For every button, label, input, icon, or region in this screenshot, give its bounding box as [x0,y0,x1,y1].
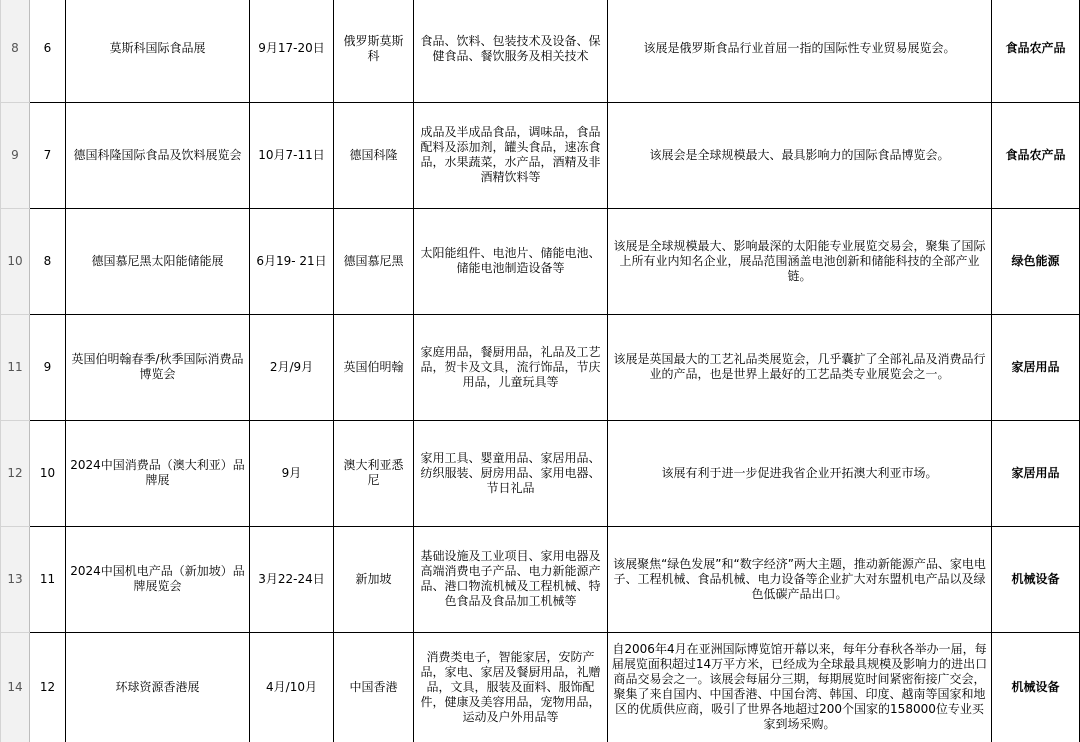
row-header[interactable]: 9 [1,102,30,208]
cell-exhibition-name[interactable]: 环球资源香港展 [66,632,250,742]
cell-location[interactable]: 俄罗斯莫斯科 [334,0,414,102]
table-row[interactable] [1,632,1080,742]
row-header[interactable]: 14 [1,632,30,742]
cell-scope[interactable]: 太阳能组件、电池片、储能电池、储能电池制造设备等 [414,208,608,314]
cell-scope[interactable]: 成品及半成品食品，调味品，食品配料及添加剂，罐头食品，速冻食品，水果蔬菜，水产品，酒精及非酒精饮料等 [414,102,608,208]
cell-date[interactable]: 3月22-24日 [250,526,334,632]
cell-scope[interactable]: 家庭用品，餐厨用品，礼品及工艺品，贺卡及文具，流行饰品，节庆用品，儿童玩具等 [414,314,608,420]
cell-no[interactable]: 7 [30,102,66,208]
table-row[interactable] [1,0,1080,102]
cell-description[interactable]: 该展是英国最大的工艺礼品类展览会，几乎囊扩了全部礼品及消费品行业的产品，也是世界上最好的工艺品类专业展览会之一。 [608,314,992,420]
cell-description[interactable]: 该展是俄罗斯食品行业首屈一指的国际性专业贸易展览会。 [608,0,992,102]
cell-category[interactable]: 家居用品 [992,420,1080,526]
cell-exhibition-name[interactable]: 2024中国机电产品（新加坡）品牌展览会 [66,526,250,632]
cell-no[interactable]: 9 [30,314,66,420]
cell-category[interactable]: 食品农产品 [992,0,1080,102]
cell-description[interactable]: 该展聚焦“绿色发展”和“数字经济”两大主题，推动新能源产品、家电电子、工程机械、食品机械、电力设备等企业扩大对东盟机电产品以及绿色低碳产品出口。 [608,526,992,632]
table-row[interactable] [1,420,1080,526]
cell-location[interactable]: 德国科隆 [334,102,414,208]
cell-scope[interactable]: 基础设施及工业项目、家用电器及高端消费电子产品、电力新能源产品、港口物流机械及工程机械、特色食品及食品加工机械等 [414,526,608,632]
cell-location[interactable]: 德国慕尼黑 [334,208,414,314]
cell-date[interactable]: 4月/10月 [250,632,334,742]
cell-location[interactable]: 英国伯明翰 [334,314,414,420]
cell-date[interactable]: 2月/9月 [250,314,334,420]
cell-no[interactable]: 12 [30,632,66,742]
table-row[interactable] [1,208,1080,314]
cell-exhibition-name[interactable]: 2024中国消费品（澳大利亚）品牌展 [66,420,250,526]
table-row[interactable] [1,314,1080,420]
cell-no[interactable]: 10 [30,420,66,526]
row-header[interactable]: 11 [1,314,30,420]
row-header[interactable]: 8 [1,0,30,102]
cell-date[interactable]: 9月17-20日 [250,0,334,102]
cell-date[interactable]: 6月19- 21日 [250,208,334,314]
cell-no[interactable]: 8 [30,208,66,314]
table-row[interactable] [1,526,1080,632]
cell-description[interactable]: 自2006年4月在亚洲国际博览馆开幕以来，每年分春秋各举办一届，每届展览面积超过14万平方米，已经成为全球最具规模及影响力的进出口商品交易会之一。该展会每届分三期，每期展览时间紧密衔接广交会，聚集了来自国内、中国香港、中国台湾、韩国、印度、越南等国家和地区的优质供应商，吸引了世界各地超过200个国家的158000位专业买家到场采购。 [608,632,992,742]
cell-location[interactable]: 澳大利亚悉尼 [334,420,414,526]
cell-description[interactable]: 该展有利于进一步促进我省企业开拓澳大利亚市场。 [608,420,992,526]
cell-exhibition-name[interactable]: 莫斯科国际食品展 [66,0,250,102]
cell-date[interactable]: 10月7-11日 [250,102,334,208]
cell-category[interactable]: 食品农产品 [992,102,1080,208]
cell-location[interactable]: 中国香港 [334,632,414,742]
cell-scope[interactable]: 食品、饮料、包装技术及设备、保健食品、餐饮服务及相关技术 [414,0,608,102]
cell-category[interactable]: 家居用品 [992,314,1080,420]
cell-no[interactable]: 11 [30,526,66,632]
cell-scope[interactable]: 消费类电子，智能家居，安防产品，家电、家居及餐厨用品，礼赠品，文具，服装及面料、服饰配件，健康及美容用品，宠物用品，运动及户外用品等 [414,632,608,742]
cell-category[interactable]: 机械设备 [992,526,1080,632]
cell-category[interactable]: 机械设备 [992,632,1080,742]
row-header[interactable]: 13 [1,526,30,632]
row-header[interactable]: 12 [1,420,30,526]
cell-description[interactable]: 该展是全球规模最大、影响最深的太阳能专业展览交易会，聚集了国际上所有业内知名企业，展品范围涵盖电池创新和储能科技的全部产业链。 [608,208,992,314]
cell-date[interactable]: 9月 [250,420,334,526]
cell-exhibition-name[interactable]: 英国伯明翰春季/秋季国际消费品博览会 [66,314,250,420]
cell-category[interactable]: 绿色能源 [992,208,1080,314]
cell-no[interactable]: 6 [30,0,66,102]
table-row[interactable] [1,102,1080,208]
cell-location[interactable]: 新加坡 [334,526,414,632]
cell-scope[interactable]: 家用工具、婴童用品、家居用品、纺织服装、厨房用品、家用电器、节日礼品 [414,420,608,526]
row-header[interactable]: 10 [1,208,30,314]
cell-exhibition-name[interactable]: 德国慕尼黑太阳能储能展 [66,208,250,314]
cell-description[interactable]: 该展会是全球规模最大、最具影响力的国际食品博览会。 [608,102,992,208]
cell-exhibition-name[interactable]: 德国科隆国际食品及饮料展览会 [66,102,250,208]
